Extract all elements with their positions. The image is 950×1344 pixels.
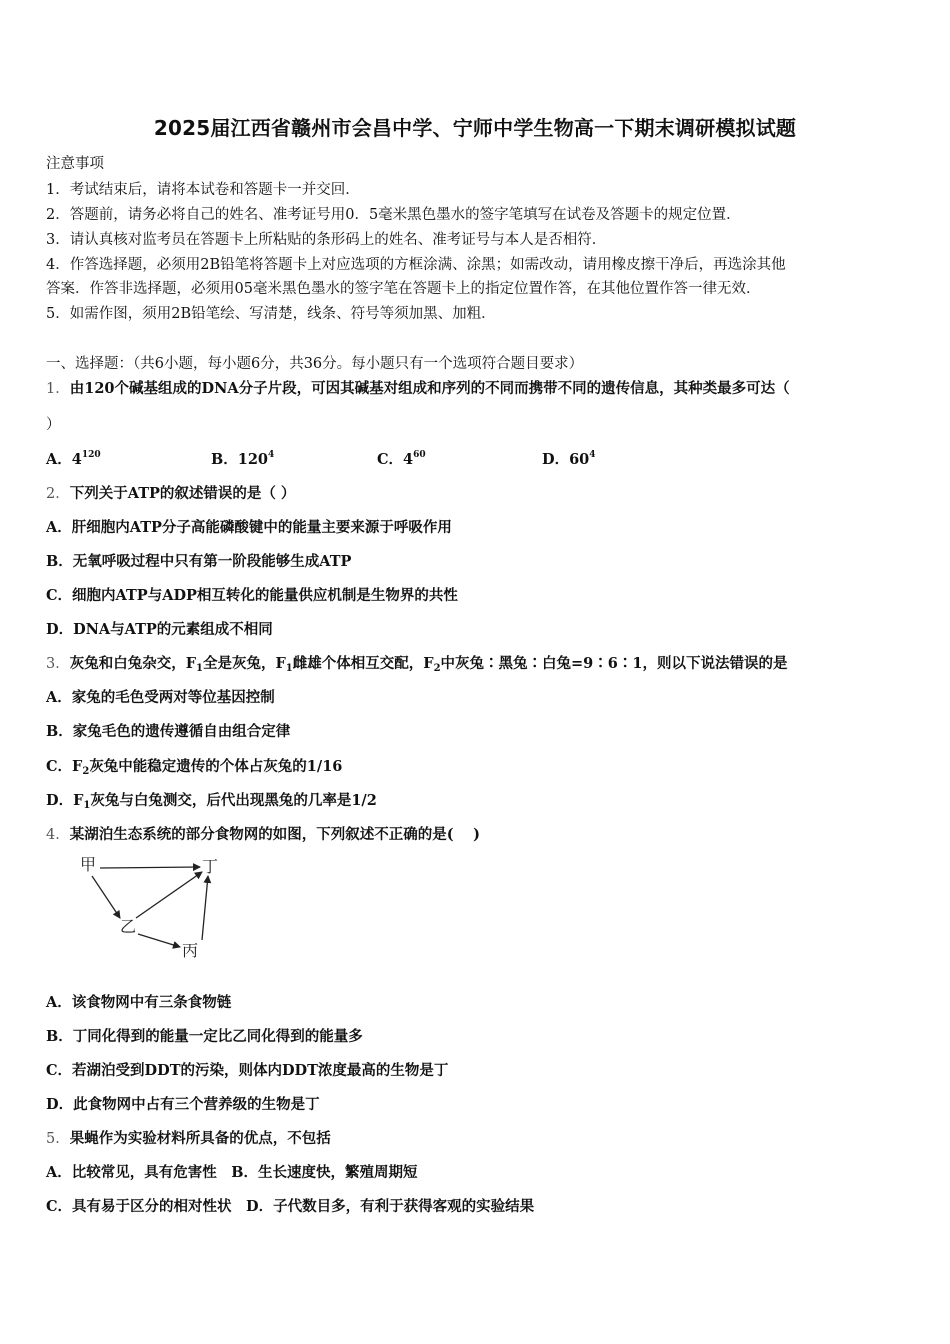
- notice-item: 1．考试结束后，请将本试卷和答题卡一并交回．: [46, 182, 360, 198]
- question-text: 灰兔和白兔杂交，F: [69, 655, 197, 672]
- option-d[interactable]: D．DNA与ATP的元素组成不相同: [46, 621, 273, 638]
- question-2: [46, 482, 906, 503]
- option-c[interactable]: C．细胞内ATP与ADP相互转化的能量供应机制是生物界的共性: [46, 587, 458, 604]
- question-number: 3．: [46, 656, 70, 672]
- notice-item: 5．如需作图，须用2B铅笔绘、写清楚，线条、符号等须加黑、加粗．: [46, 306, 496, 322]
- question-1: [46, 377, 906, 398]
- question-text: 某湖泊生态系统的部分食物网的如图，下列叙述不正确的是( ): [69, 826, 481, 843]
- option-a[interactable]: A．家兔的毛色受两对等位基因控制: [46, 689, 275, 706]
- section-heading: 一、选择题：（共6小题，每小题6分，共36分。每小题只有一个选项符合题目要求）: [46, 356, 584, 372]
- option-label: B．120: [211, 451, 269, 468]
- option-label: A．4: [46, 451, 82, 468]
- subscript: 2: [82, 766, 90, 777]
- question-number: 5．: [46, 1131, 70, 1147]
- question-text: 中灰兔∶黑兔∶白兔=9∶6∶1，则以下说法错误的是: [440, 655, 788, 672]
- option-d[interactable]: [542, 448, 596, 469]
- option-c[interactable]: [377, 448, 426, 469]
- subscript: 1: [83, 800, 91, 811]
- notice-item: 3．请认真核对监考员在答题卡上所粘贴的条形码上的姓名、准考证号与本人是否相符．: [46, 232, 607, 248]
- arrow-bing-ding: [202, 876, 208, 940]
- notice-item: 2．答题前，请务必将自己的姓名、准考证号用0．5毫米黑色墨水的签字笔填写在试卷及答题卡的规定位置．: [46, 207, 741, 223]
- subscript: 2: [433, 663, 441, 674]
- option-exponent: 120: [81, 450, 101, 460]
- arrow-yi-ding: [136, 872, 202, 918]
- option-text: D．F: [46, 792, 84, 809]
- node-jia: 甲: [80, 855, 97, 874]
- option-b[interactable]: B．无氧呼吸过程中只有第一阶段能够生成ATP: [46, 553, 352, 570]
- option-b[interactable]: B．家兔毛色的遗传遵循自由组合定律: [46, 723, 291, 740]
- question-text: 下列关于ATP的叙述错误的是（ ）: [69, 485, 296, 502]
- option-a[interactable]: A．肝细胞内ATP分子高能磷酸键中的能量主要来源于呼吸作用: [46, 519, 452, 536]
- question-text: 由120个碱基组成的DNA分子片段，可因其碱基对组成和序列的不同而携带不同的遗传信息，其种类最多可达（: [69, 380, 790, 397]
- option-label: C．4: [377, 451, 414, 468]
- options-row-ab[interactable]: A．比较常见，具有危害性 B．生长速度快，繁殖周期短: [46, 1164, 418, 1181]
- option-d[interactable]: D．此食物网中占有三个营养级的生物是丁: [46, 1096, 320, 1113]
- node-yi: 乙: [120, 917, 137, 936]
- option-a[interactable]: A．该食物网中有三条食物链: [46, 994, 232, 1011]
- question-5: [46, 1127, 906, 1148]
- question-number: 1．: [46, 381, 70, 397]
- arrow-jia-ding: [100, 867, 200, 868]
- option-exponent: 4: [589, 450, 596, 460]
- subscript: 1: [285, 663, 293, 674]
- option-a[interactable]: [46, 448, 101, 469]
- option-exponent: 4: [268, 450, 275, 460]
- question-text: 雌雄个体相互交配，F: [292, 655, 434, 672]
- question-text: 全是灰兔，F: [203, 655, 286, 672]
- option-c[interactable]: [46, 755, 906, 776]
- question-number: 2．: [46, 486, 70, 502]
- option-exponent: 60: [413, 450, 426, 460]
- node-bing: 丙: [182, 941, 199, 960]
- arrow-jia-yi: [92, 876, 120, 918]
- question-number: 4．: [46, 827, 70, 843]
- option-c[interactable]: C．若湖泊受到DDT的污染，则体内DDT浓度最高的生物是丁: [46, 1062, 449, 1079]
- subscript: 1: [196, 663, 203, 674]
- question-4: [46, 823, 906, 844]
- notice-item: 答案．作答非选择题，必须用05毫米黑色墨水的签字笔在答题卡上的指定位置作答，在其他位置作答一律无效．: [46, 281, 761, 297]
- page-title: 2025届江西省赣州市会昌中学、宁师中学生物高一下期末调研模拟试题: [153, 116, 797, 140]
- food-web-diagram: [74, 848, 234, 966]
- question-3: [46, 652, 906, 673]
- option-text: 灰兔中能稳定遗传的个体占灰兔的1/16: [89, 758, 343, 775]
- notice-heading: 注意事项: [46, 156, 104, 172]
- option-d[interactable]: [46, 789, 906, 810]
- notice-item: 4．作答选择题，必须用2B铅笔将答题卡上对应选项的方框涂满、涂黑；如需改动，请用橡皮擦干净后，再选涂其他: [46, 257, 786, 273]
- option-label: D．60: [542, 451, 590, 468]
- node-ding: 丁: [202, 857, 219, 876]
- option-b[interactable]: B．丁同化得到的能量一定比乙同化得到的能量多: [46, 1028, 363, 1045]
- options-row-cd[interactable]: C．具有易于区分的相对性状 D．子代数目多，有利于获得客观的实验结果: [46, 1198, 535, 1215]
- option-text: C．F: [46, 758, 83, 775]
- option-text: 灰兔与白兔测交，后代出现黑兔的几率是1/2: [90, 792, 377, 809]
- arrow-yi-bing: [138, 934, 180, 947]
- question-text: 果蝇作为实验材料所具备的优点，不包括: [69, 1130, 331, 1147]
- question-1-text-end: ）: [46, 417, 61, 433]
- option-b[interactable]: [211, 448, 274, 469]
